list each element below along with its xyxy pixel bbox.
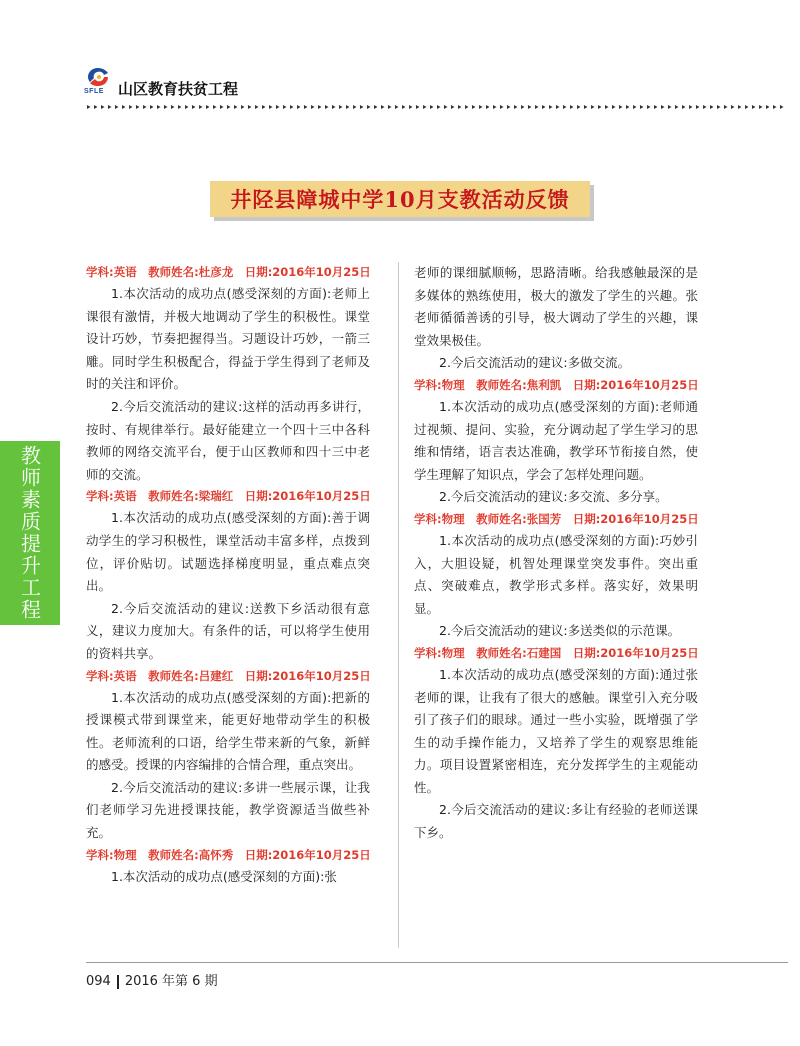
entry-meta: 学科:物理 教师姓名:高怀秀 日期:2016年10月25日 — [86, 847, 371, 862]
dotted-divider — [86, 104, 786, 110]
entry-paragraph: 1.本次活动的成功点(感受深刻的方面):善于调动学生的学习积极性，课堂活动丰富多样，点拨到位，评价贴切。试题选择梯度明显，重点难点突出。 — [86, 510, 370, 594]
sfle-logo-icon — [86, 66, 110, 88]
section-side-tab — [0, 441, 60, 625]
footer-separator — [117, 975, 119, 989]
entry-meta: 学科:英语 教师姓名:梁瑞红 日期:2016年10月25日 — [86, 489, 371, 504]
entry-paragraph: 2.今后交流活动的建议:多送类似的示范课。 — [439, 623, 681, 639]
article-title-banner — [210, 181, 590, 217]
entry-meta: 学科:英语 教师姓名:杜彦龙 日期:2016年10月25日 — [86, 265, 371, 279]
page-number: 094 — [86, 974, 111, 989]
entry-paragraph: 2.今后交流活动的建议:这样的活动再多讲行，按时、有规律举行。最好能建立一个四十三中各科教师的网络交流平台，便于山区教师和四十三中老师的交流。 — [86, 398, 370, 482]
entry-meta: 学科:物理 教师姓名:焦利凯 日期:2016年10月25日 — [414, 377, 699, 392]
entry-meta: 学科:英语 教师姓名:吕建红 日期:2016年10月25日 — [86, 668, 371, 683]
footer-rule — [86, 962, 788, 963]
entry-paragraph: 1.本次活动的成功点(感受深刻的方面):张 — [111, 868, 337, 884]
logo-text: SFLE — [84, 88, 104, 95]
right-column — [414, 262, 698, 845]
entry-meta: 学科:物理 教师姓名:张国芳 日期:2016年10月25日 — [414, 511, 699, 526]
entry-paragraph: 1.本次活动的成功点(感受深刻的方面):通过张老师的课，让我有了很大的感触。课堂引入充分吸引了孩子们的眼球。通过一些小实验，既增强了学生的动手操作能力，又培养了学生的观察思维能力。项目设置紧密相连，充分发挥学生的主观能动性。 — [414, 666, 698, 795]
entry-paragraph: 1.本次活动的成功点(感受深刻的方面):老师通过视频、提问、实验，充分调动起了学生学习的思维和情绪，语言表达准确，教学环节衔接自然，使学生理解了知识点，学会了怎样处理问题。 — [414, 398, 698, 482]
entry-paragraph: 2.今后交流活动的建议:多讲一些展示课，让我们老师学习先进授课技能，教学资源适当做些补充。 — [86, 779, 370, 841]
left-column — [86, 262, 370, 888]
entry-paragraph: 1.本次活动的成功点(感受深刻的方面):把新的授课模式带到课堂来，能更好地带动学生的积极性。老师流利的口语，给学生带来新的气象，新鲜的感受。授课的内容编排的合情合理，重点突出。 — [86, 689, 370, 773]
article-title: 井陉县障城中学10月支教活动反馈 — [230, 187, 570, 212]
brand-title: 山区教育扶贫工程 — [118, 80, 239, 98]
side-tab-label: 教师素质提升工程 — [17, 445, 42, 621]
issue-label: 2016 年第 6 期 — [124, 974, 218, 989]
entry-paragraph: 2.今后交流活动的建议:多交流、多分享。 — [439, 489, 668, 505]
entry-paragraph: 老师的课细腻顺畅，思路清晰。给我感触最深的是多媒体的熟练使用，极大的激发了学生的兴趣。张老师循循善诱的引导，极大调动了学生的兴趣，课堂效果极佳。 — [414, 265, 698, 348]
entry-paragraph: 2.今后交流活动的建议:多做交流。 — [439, 355, 631, 371]
entry-paragraph: 2.今后交流活动的建议:多让有经验的老师送课下乡。 — [414, 802, 698, 841]
entry-paragraph: 1.本次活动的成功点(感受深刻的方面):巧妙引入，大胆设疑，机智处理课堂突发事件。突出重点、突破难点，教学形式多样。落实好，效果明显。 — [414, 532, 698, 616]
entry-paragraph: 1.本次活动的成功点(感受深刻的方面):老师上课很有激情，并极大地调动了学生的积极性。课堂设计巧妙，节奏把握得当。习题设计巧妙，一箭三雕。同时学生积极配合，得益于学生得到了老师及时的关注和评价。 — [86, 286, 370, 392]
page-footer — [86, 970, 218, 989]
column-divider — [398, 262, 399, 948]
entry-paragraph: 2.今后交流活动的建议:送教下乡活动很有意义，建议力度加大。有条件的话，可以将学生使用的资料共享。 — [86, 600, 370, 661]
entry-meta: 学科:物理 教师姓名:石建国 日期:2016年10月25日 — [414, 645, 699, 660]
